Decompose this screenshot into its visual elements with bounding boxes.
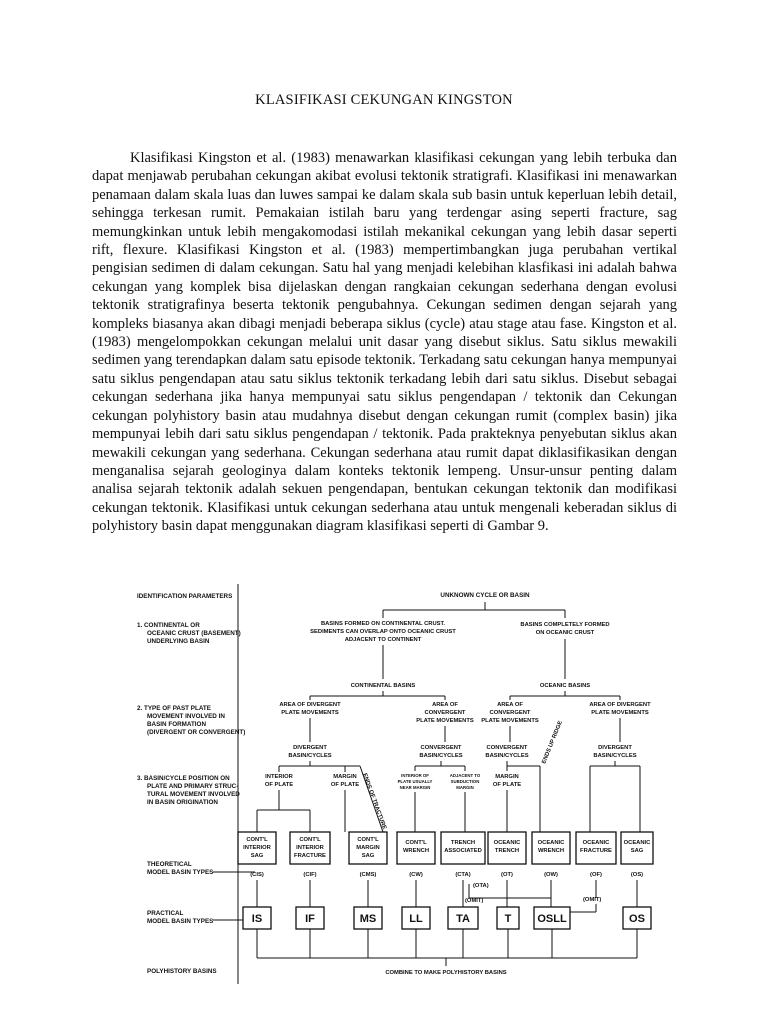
param-1-line-1: 1. CONTINENTAL OR (137, 622, 200, 629)
box-cont-interior-sag (238, 832, 276, 864)
oceanic-crust-line-2: ON OCEANIC CRUST (535, 630, 595, 636)
code-cis: (CIS) (250, 872, 264, 878)
box-oceanic-sag (621, 832, 653, 864)
svg-text:WRENCH: WRENCH (402, 848, 430, 854)
practical-label-1: PRACTICAL (147, 910, 184, 917)
svg-text:SAG: SAG (250, 853, 264, 859)
svg-text:INTERIOR: INTERIOR (243, 845, 271, 851)
ocean-divergent-area-2: PLATE MOVEMENTS (591, 710, 649, 716)
param-2-line-1: 2. TYPE OF PAST PLATE (137, 705, 211, 712)
continental-crust-line-2: SEDIMENTS CAN OVERLAP ONTO OCEANIC CRUST (310, 629, 456, 635)
theoretical-label-1: THEORETICAL (147, 861, 192, 868)
interior-usually-2: PLATE USUALLY (397, 779, 433, 784)
cont-divergent-area-2: PLATE MOVEMENTS (281, 710, 339, 716)
svg-text:OCEANIC: OCEANIC (537, 840, 565, 846)
svg-text:WRENCH: WRENCH (537, 848, 565, 854)
practical-os: OS (629, 913, 645, 925)
continental-crust-line-1: BASINS FORMED ON CONTINENTAL CRUST. (320, 621, 446, 627)
practical-label-2: MODEL BASIN TYPES (147, 918, 214, 925)
ocean-convergent-area-3: PLATE MOVEMENTS (481, 718, 539, 724)
practical-ms: MS (359, 913, 377, 925)
svg-text:INTERIOR: INTERIOR (296, 845, 324, 851)
body-paragraph: Klasifikasi Kingston et al. (1983) menawarkan klasifikasi cekungan yang lebih terbuka dan dapat menjawab perubahan cekungan akibat evolusi tektonik stratigrafi. Klasifikasi ini menawarkan penamaan dalam skala luas dan luwes sampai ke dalam skala sub basin untuk keperluan lebih detail, sehingga terkesan rumit. Pemakaian istilah baru yang terdengar asing seperti fracture, sag memungkinkan untuk lebih mengakomodasi istilah mekanikal cekungan yang lebih dasar seperti rift, flexure. Klasifikasi Kingston et al. (1983) mempertimbangkan juga perubahan vertikal pengisian sedimen di dalam cekungan. Satu hal yang menjadi kelebihan klasfikasi ini adalah bahwa cekungan yang komplek bisa dijelaskan dengan rangkaian cekungan sederhana dengan evolusi tektonik stratigrafinya beserta tektonik pengubahnya. Cekungan sedimen dengan sejarah yang kompleks biasanya akan dibagi menjadi beberapa siklus (cycle) atau stage atau fase. Kingston et al. (1983) mengelompokkan cekungan melalui unit dasar yang disebut siklus. Satu siklus mewakili sedimen yang terendapkan dalam satu episode tektonik. Terkadang satu cekungan hanya mempunyai satu siklus pengendapan atau satu siklus tektonik terkadang lebih dari satu siklus. Disebut sebagai cekungan sederhana jika hanya mempunyai satu siklus pengendapan / tektonik dan Cekungan cekungan polyhistory basin atau mudahnya disebut dengan cekungan rumit (complex basin) jika mempunyai lebih dari satu siklus pengendapan / tektonik. Pada prakteknya penyebutan siklus akan mewakili cekungan yang sederhana. Cekungan sederhana atau rumit dapat diklasifikasikan dengan menganalisa sejarah geologinya dalam konteks tektonik lempeng. Unsur-unsur penting dalam analisa sejarah tektonik adalah sekuen pengendapan, bentukan cekungan tektonik dan modifikasi cekungan tektonik. Klasifikasi untuk cekungan sederhana atau untuk mengenali keberadan siklus di polyhistory basin dapat menggunakan diagram klasifikasi seperti di Gambar 9. (92, 150, 677, 535)
adjacent-subduction-1: ADJACENT TO (449, 773, 481, 778)
margin-of-plate-ocean-2: OF PLATE (492, 782, 522, 788)
svg-text:MARGIN: MARGIN (356, 845, 380, 851)
cont-divergent-area-1: AREA OF DIVERGENT (279, 702, 341, 708)
param-1-line-2: OCEANIC CRUST (BASEMENT) (147, 630, 241, 637)
practical-is: IS (251, 913, 263, 925)
ocean-convergent-cycles-1: CONVERGENT (486, 745, 528, 751)
box-trench-associated (441, 832, 485, 864)
box-cont-wrench (397, 832, 435, 864)
svg-text:SAG: SAG (630, 848, 644, 854)
margin-of-plate-ocean-1: MARGIN (495, 774, 519, 780)
code-cw: (CW) (409, 872, 423, 878)
box-cont-margin-sag (349, 832, 387, 864)
box-oceanic-fracture (576, 832, 616, 864)
ends-of-tracture: ENDS OF TRACTURE (361, 772, 388, 831)
svg-text:FRACTURE: FRACTURE (580, 848, 612, 854)
theoretical-label-2: MODEL BASIN TYPES (147, 869, 214, 876)
param-2-line-2: MOVEMENT INVOLVED IN (147, 713, 225, 720)
adjacent-subduction-2: SUBDUCTION (450, 779, 480, 784)
svg-text:OCEANIC: OCEANIC (582, 840, 610, 846)
classification-diagram (135, 582, 655, 994)
param-3-line-3: TURAL MOVEMENT INVOLVED (147, 791, 240, 798)
cont-convergent-area-2: CONVERGENT (424, 710, 466, 716)
continental-basins-label: CONTINENTAL BASINS (350, 683, 416, 689)
svg-text:OCEANIC: OCEANIC (623, 840, 651, 846)
page-title: KLASIFIKASI CEKUNGAN KINGSTON (255, 92, 513, 108)
cont-divergent-cycles-2: BASIN/CYCLES (288, 753, 332, 759)
box-cont-interior-fracture (290, 832, 330, 864)
cont-convergent-cycles-2: BASIN/CYCLES (419, 753, 463, 759)
continental-crust-line-3: ADJACENT TO CONTINENT (344, 637, 422, 643)
parameters-header: IDENTIFICATION PARAMETERS (137, 593, 233, 600)
practical-osll: OSLL (537, 913, 567, 925)
interior-of-plate-1: INTERIOR (265, 774, 293, 780)
code-omit-1: (OMIT) (465, 898, 484, 904)
box-oceanic-trench (488, 832, 526, 864)
ocean-convergent-area-2: CONVERGENT (489, 710, 531, 716)
code-os: (OS) (630, 872, 644, 878)
margin-of-plate-2: OF PLATE (330, 782, 360, 788)
svg-text:OCEANIC: OCEANIC (493, 840, 521, 846)
practical-ll: LL (409, 913, 423, 925)
interior-usually-3: NEAR MARGIN (399, 785, 431, 790)
svg-text:CONT'L: CONT'L (357, 837, 379, 843)
adjacent-subduction-3: MARGIN (456, 785, 474, 790)
code-cta: (CTA) (455, 872, 471, 878)
param-3-line-4: IN BASIN ORIGINATION (147, 799, 218, 806)
combine-label: COMBINE TO MAKE POLYHISTORY BASINS (385, 970, 507, 976)
param-3-line-1: 3. BASIN/CYCLE POSITION ON (137, 775, 230, 782)
svg-text:SAG: SAG (361, 853, 375, 859)
margin-of-plate-1: MARGIN (333, 774, 357, 780)
unknown-cycle-label: UNKNOWN CYCLE OR BASIN (440, 592, 530, 599)
svg-text:CONT'L: CONT'L (246, 837, 268, 843)
svg-text:CONT'L: CONT'L (405, 840, 427, 846)
oceanic-basins-label: OCEANIC BASINS (539, 683, 591, 689)
param-2-line-3: BASIN FORMATION (147, 721, 206, 728)
code-cif: (CIF) (303, 872, 317, 878)
param-3-line-2: PLATE AND PRIMARY STRUC- (147, 783, 239, 790)
interior-of-plate-2: OF PLATE (264, 782, 294, 788)
code-ot: (OT) (501, 872, 513, 878)
code-cms: (CMS) (359, 872, 377, 878)
code-ota: (OTA) (473, 883, 489, 889)
param-1-line-3: UNDERLYING BASIN (147, 638, 210, 645)
svg-text:TRENCH: TRENCH (494, 848, 520, 854)
code-omit-2: (OMIT) (583, 897, 602, 903)
svg-text:TRENCH: TRENCH (450, 840, 476, 846)
practical-t: T (504, 913, 512, 925)
ends-up-ridge: ENDS UP RIDGE (541, 720, 564, 765)
box-oceanic-wrench (532, 832, 570, 864)
ocean-divergent-cycles-2: BASIN/CYCLES (593, 753, 637, 759)
cont-convergent-area-1: AREA OF (432, 702, 458, 708)
ocean-divergent-area-1: AREA OF DIVERGENT (589, 702, 651, 708)
code-of: (OF) (590, 872, 602, 878)
polyhistory-label: POLYHISTORY BASINS (147, 968, 217, 975)
cont-convergent-area-3: PLATE MOVEMENTS (416, 718, 474, 724)
svg-text:ASSOCIATED: ASSOCIATED (444, 848, 482, 854)
ocean-convergent-area-1: AREA OF (497, 702, 523, 708)
param-2-line-4: (DIVERGENT OR CONVERGENT) (147, 729, 246, 736)
oceanic-crust-line-1: BASINS COMPLETELY FORMED (520, 622, 610, 628)
cont-convergent-cycles-1: CONVERGENT (420, 745, 462, 751)
interior-usually-1: INTERIOR OF (401, 773, 429, 778)
practical-if: IF (305, 913, 315, 925)
svg-text:CONT'L: CONT'L (299, 837, 321, 843)
code-ow: (OW) (544, 872, 558, 878)
svg-text:FRACTURE: FRACTURE (294, 853, 326, 859)
ocean-convergent-cycles-2: BASIN/CYCLES (485, 753, 529, 759)
practical-ta: TA (456, 913, 470, 925)
cont-divergent-cycles-1: DIVERGENT (293, 745, 327, 751)
ocean-divergent-cycles-1: DIVERGENT (598, 745, 632, 751)
